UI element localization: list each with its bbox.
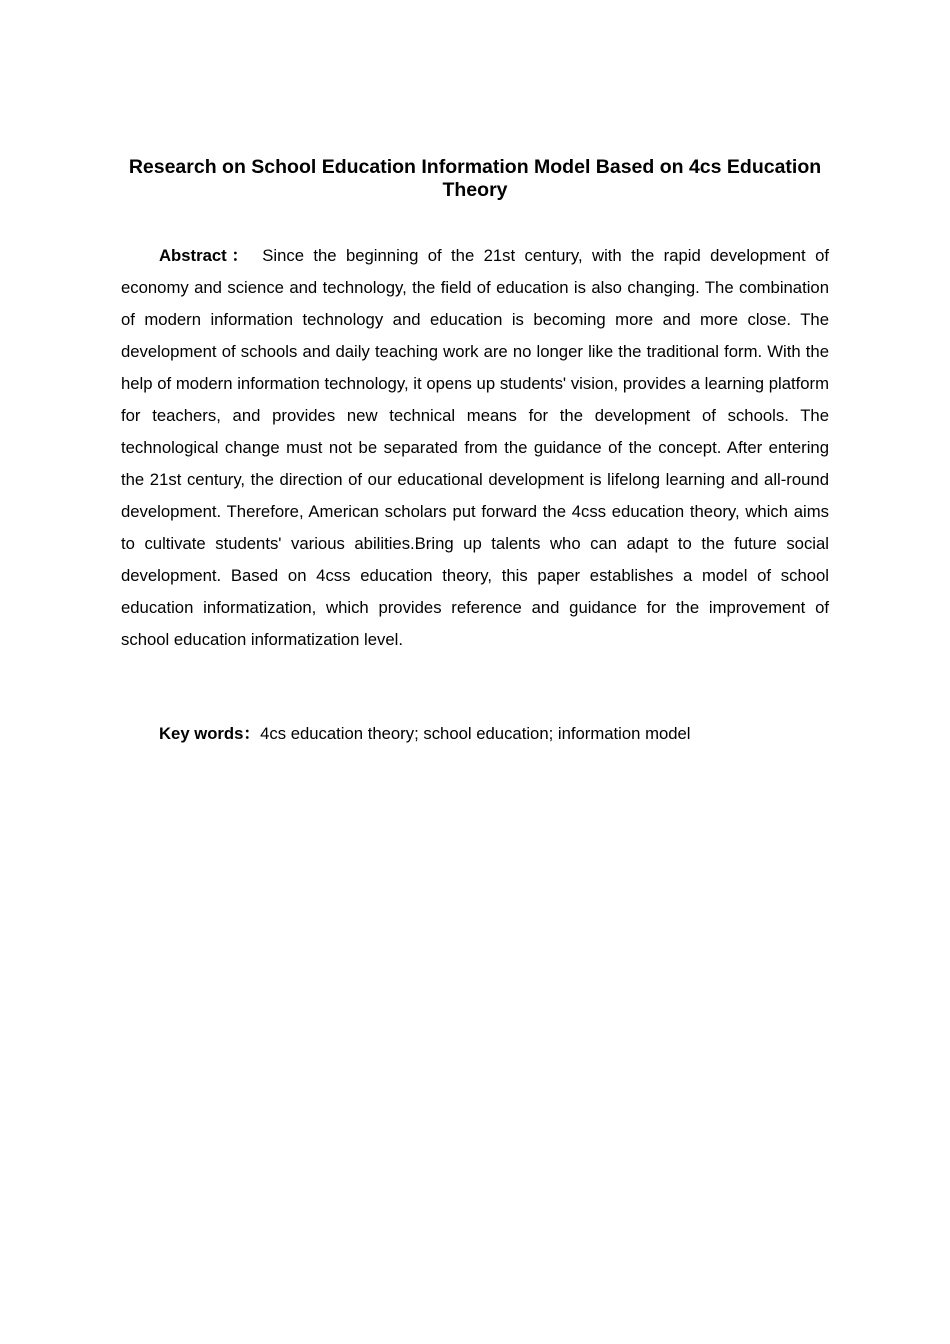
paper-title: Research on School Education Information Model Based on 4cs Education Theory <box>128 156 822 201</box>
keywords-label: Key words： <box>159 724 261 743</box>
abstract-label: Abstract： <box>159 246 253 265</box>
keywords-paragraph <box>121 718 829 750</box>
abstract-text: Since the beginning of the 21st century, with the rapid development of economy and science and technology, the field of education is also changing. The combination of modern information technology and education is becoming more and more close. The development of schools and daily teaching work are no longer like the traditional form. With the help of modern information technology, it opens up students' vision, provides a learning platform for teachers, and provides new technical means for the development of schools. The technological change must not be separated from the guidance of the concept. After entering the 21st century, the direction of our educational development is lifelong learning and all-round development. Therefore, American scholars put forward the 4css education theory, which aims to cultivate students' various abilities.Bring up talents who can adapt to the future social development. Based on 4css education theory, this paper establishes a model of school education informatization, which provides reference and guidance for the improvement of school education informatization level. <box>121 246 829 649</box>
keywords-text: 4cs education theory; school education; information model <box>260 724 691 743</box>
abstract-paragraph <box>121 240 829 656</box>
